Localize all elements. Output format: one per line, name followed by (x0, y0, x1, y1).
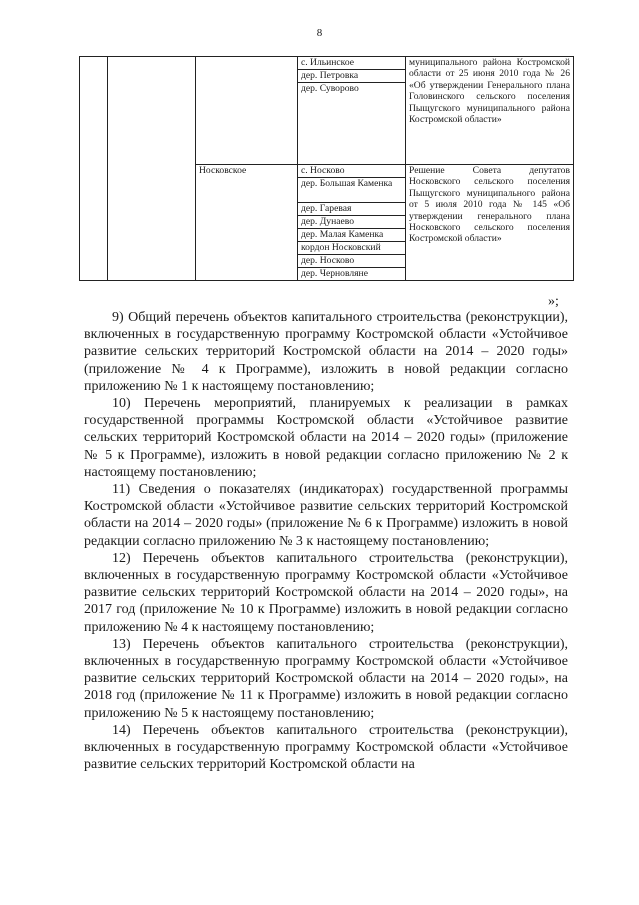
table-row (80, 57, 574, 70)
table-cell-village: с. Ильинское (298, 57, 406, 70)
table-cell-village: дер. Малая Каменка (298, 229, 406, 242)
table-cell-village: дер. Черновляне (298, 268, 406, 281)
table-cell-village: кордон Носковский (298, 242, 406, 255)
page-number: 8 (316, 27, 323, 39)
settlements-table (79, 56, 574, 281)
table-cell-decision: муниципального района Костромской области от 25 июня 2010 года № 26 «Об утверждении Генерального плана Головинского сельского поселения Пыщугского муниципального района Костромской области» (406, 57, 574, 165)
paragraph-item-9: 9) Общий перечень объектов капитального строительства (реконструкции), включенных в государственную программу Костромской области «Устойчивое развитие сельских территорий Костромской области на 2014 – 2020 годы» (приложение № 4 к Программе), изложить в новой редакции согласно приложению № 1 к настоящему постановлению; (84, 310, 568, 394)
paragraph-item-10: 10) Перечень мероприятий, планируемых к реализации в рамках государственной программы Костромской области «Устойчивое развитие сельских территорий Костромской области на 2014 – 2020 годы» (приложение № 5 к Программе), изложить в новой редакции согласно приложению № 2 к настоящему постановлению; (84, 396, 568, 480)
body-text (84, 309, 568, 773)
paragraph-item-12: 12) Перечень объектов капитального строительства (реконструкции), включенных в государственную программу Костромской области «Устойчивое развитие сельских территорий Костромской области на 2014 – 2020 годы», на 2017 год (приложение № 10 к Программе) изложить в новой редакции согласно приложению № 4 к настоящему постановлению; (84, 550, 568, 635)
table-cell-municipality (108, 57, 196, 281)
table-cell-village: дер. Гаревая (298, 203, 406, 216)
table-cell-number (80, 57, 108, 281)
table-cell-village: дер. Большая Каменка (298, 178, 406, 203)
table-cell-decision: Решение Совета депутатов Носковского сельского поселения Пыщугского муниципального района от 5 июля 2010 года № 145 «Об утверждении генерального плана Носковского сельского поселения Костромской области» (406, 165, 574, 281)
table-cell-village: дер. Носково (298, 255, 406, 268)
table-cell-village: дер. Дунаево (298, 216, 406, 229)
table-cell-village: дер. Суворово (298, 83, 406, 165)
paragraph-item-11: 11) Сведения о показателях (индикаторах) государственной программы Костромской области «Устойчивое развитие сельских территорий Костромской области на 2014 – 2020 годы» (приложение № 6 к Программе) изложить в новой редакции согласно приложению № 3 к настоящему постановлению; (84, 482, 568, 549)
closing-quote: »; (548, 294, 559, 309)
paragraph-item-14: 14) Перечень объектов капитального строительства (реконструкции), включенных в государственную программу Костромской области «Устойчивое развитие сельских территорий Костромской области на (84, 722, 568, 773)
table-cell-settlement (196, 57, 298, 165)
paragraph-item-13: 13) Перечень объектов капитального строительства (реконструкции), включенных в государственную программу Костромской области «Устойчивое развитие сельских территорий Костромской области на 2014 – 2020 годы», на 2018 год (приложение № 11 к Программе) изложить в новой редакции согласно приложению № 5 к настоящему постановлению; (84, 636, 568, 721)
table-cell-village: дер. Петровка (298, 70, 406, 83)
table-cell-settlement: Носковское (196, 165, 298, 281)
table-cell-village: с. Носково (298, 165, 406, 178)
